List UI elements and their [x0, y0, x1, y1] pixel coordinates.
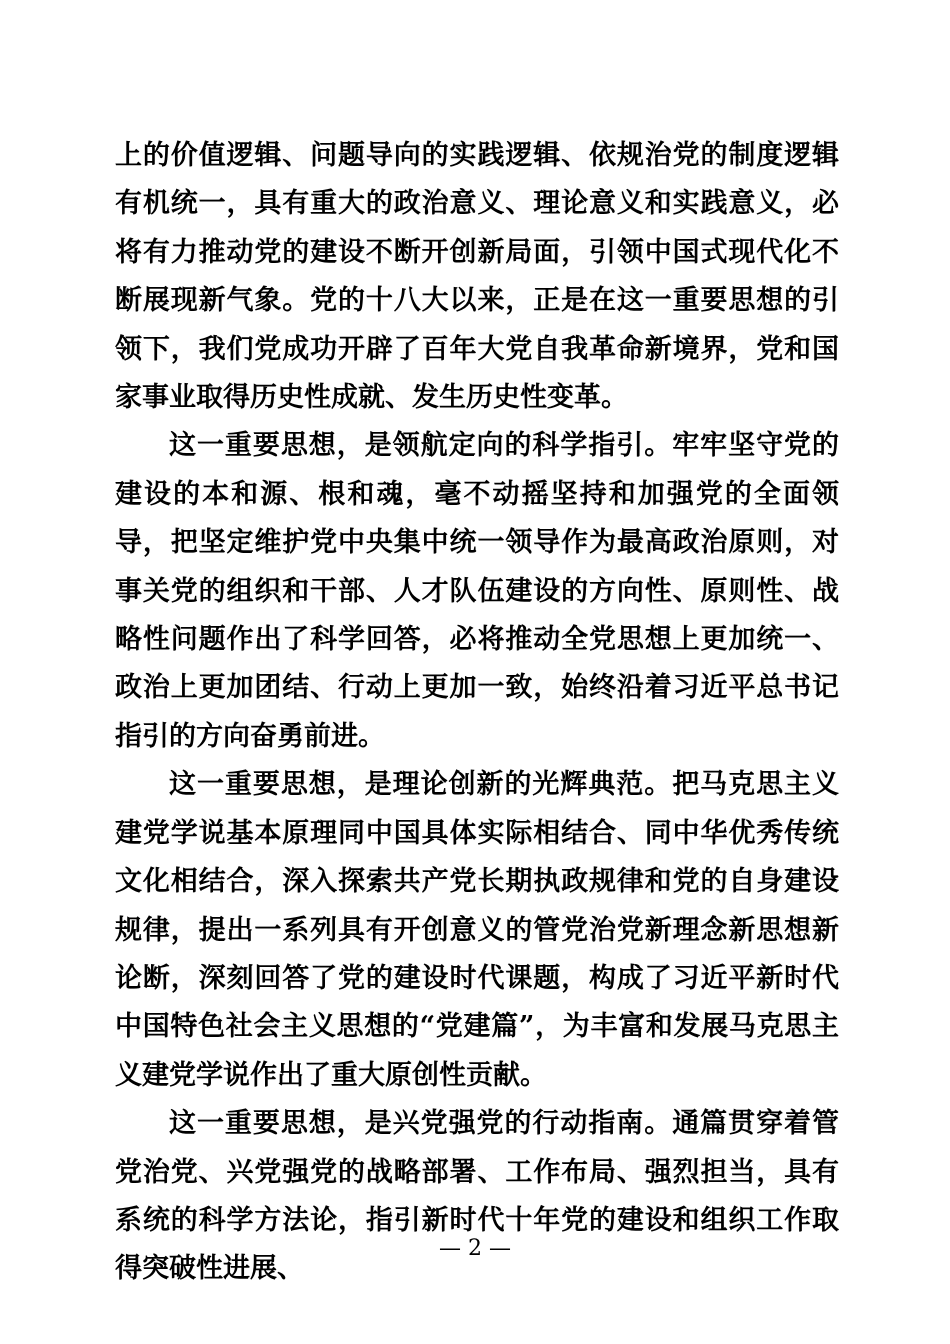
paragraph-3: 这一重要思想，是理论创新的光辉典范。把马克思主义建党学说基本原理同中国具体实际相结合、同中华优秀传统文化相结合，深入探索共产党长期执政规律和党的自身建设规律，提出一系列具有开创意义的管党治党新理念新思想新论断，深刻回答了党的建设时代课题，构成了习近平新时代中国特色社会主义思想的“党建篇”，为丰富和发展马克思主义建党学说作出了重大原创性贡献。	[115, 769, 839, 1091]
page-number: — 2 —	[439, 1236, 511, 1261]
paragraph-2: 这一重要思想，是领航定向的科学指引。牢牢坚守党的建设的本和源、根和魂，毫不动摇坚持和加强党的全面领导，把坚定维护党中央集中统一领导作为最高政治原则，对事关党的组织和干部、人才队伍建设的方向性、原则性、战略性问题作出了科学回答，必将推动全党思想上更加统一、政治上更加团结、行动上更加一致，始终沿着习近平总书记指引的方向奋勇前进。	[115, 430, 839, 752]
paragraph-1: 上的价值逻辑、问题导向的实践逻辑、依规治党的制度逻辑有机统一，具有重大的政治意义、理论意义和实践意义，必将有力推动党的建设不断开创新局面，引领中国式现代化不断展现新气象。党的十八大以来，正是在这一重要思想的引领下，我们党成功开辟了百年大党自我革命新境界，党和国家事业取得历史性成就、发生历史性变革。	[115, 140, 839, 414]
paragraph-4: 这一重要思想，是兴党强党的行动指南。通篇贯穿着管党治党、兴党强党的战略部署、工作布局、强烈担当，具有系统的科学方法论，指引新时代十年党的建设和组织工作取得突破性进展、	[115, 1108, 839, 1285]
document-body	[115, 132, 839, 1294]
